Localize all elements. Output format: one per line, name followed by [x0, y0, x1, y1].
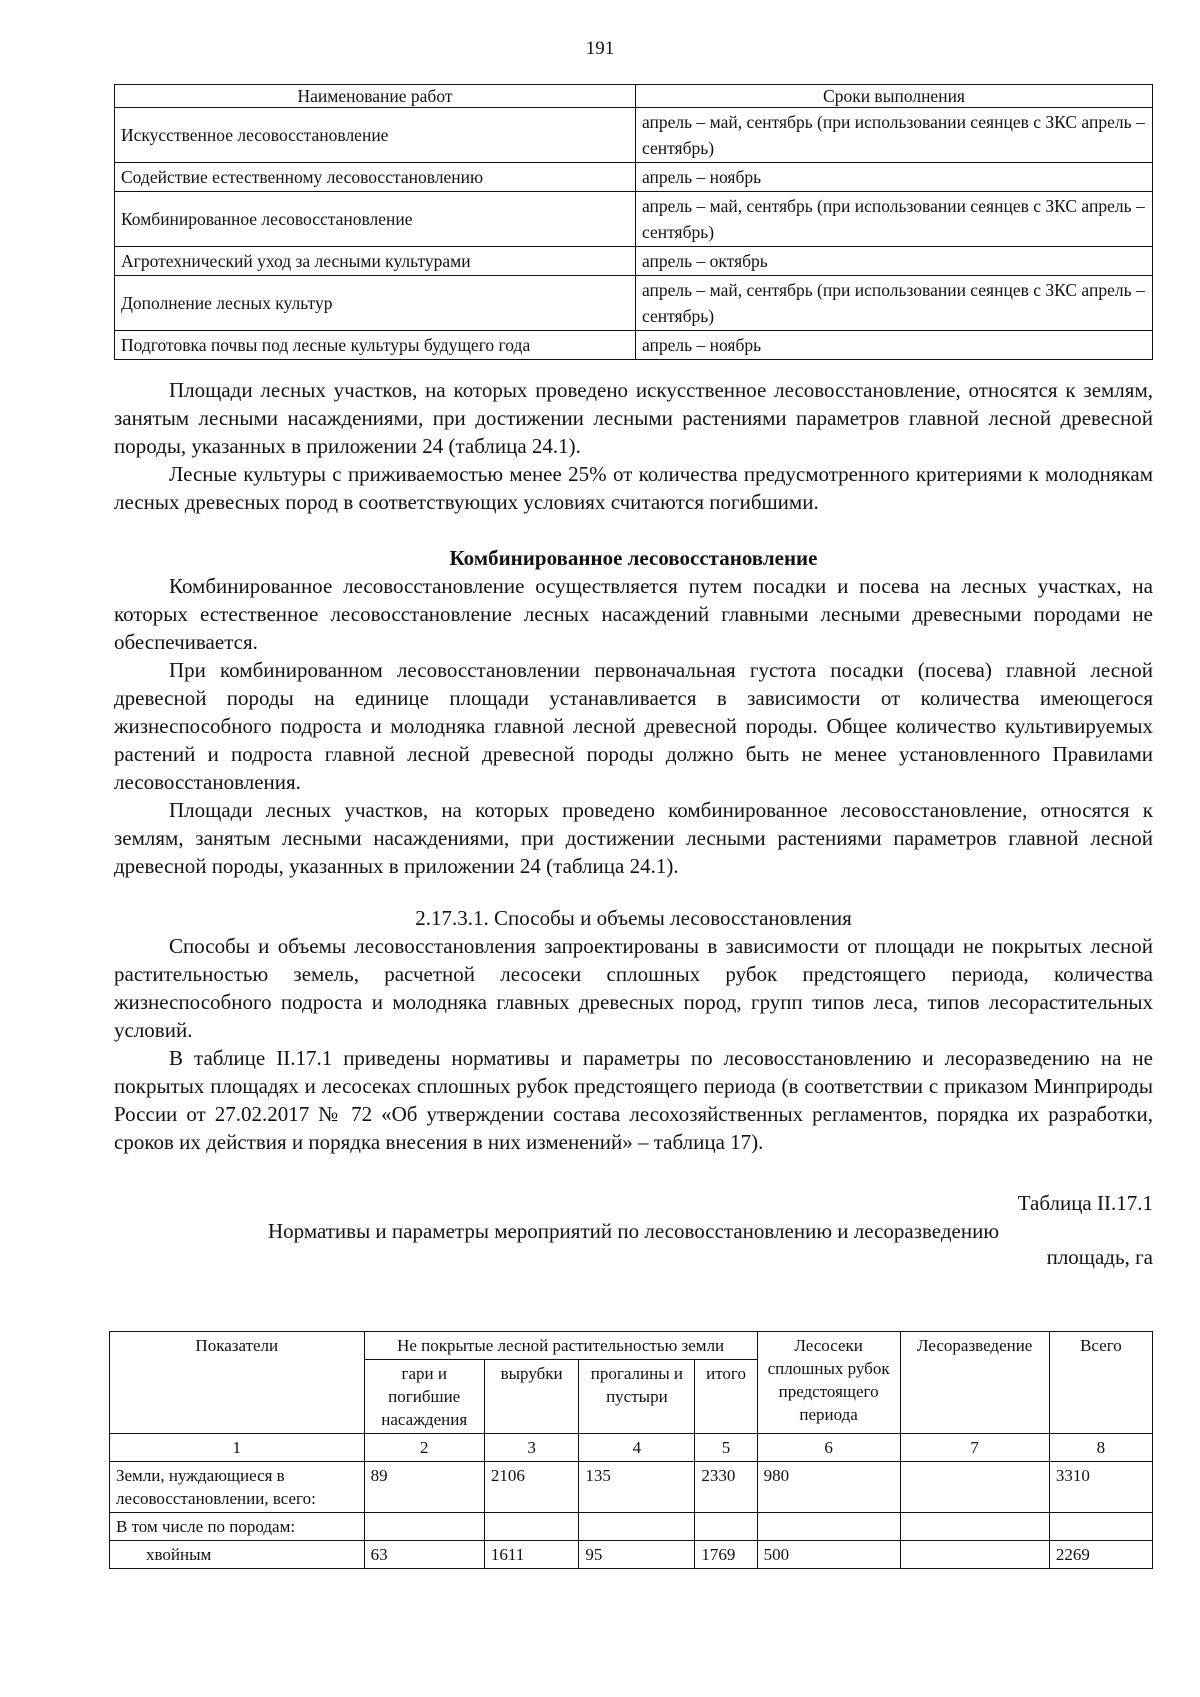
period-cell: апрель – май, сентябрь (при использовании сеянцев с ЗКС апрель – сентябрь)	[636, 276, 1153, 331]
row-label: Земли, нуждающиеся в лесовосстановлении, всего:	[110, 1462, 365, 1513]
cell-afforestation	[900, 1541, 1049, 1569]
table-row	[110, 1541, 1153, 1569]
paragraph: Комбинированное лесовосстановление осуществляется путем посадки и посева на лесных участках, на которых естественное лесовосстановление лесных насаждений главными лесными древесными породами не обеспечивается.	[114, 574, 1153, 654]
table-row	[115, 247, 1153, 276]
header-glades: прогалины и пустыри	[579, 1360, 695, 1434]
header-work-name: Наименование работ	[115, 85, 636, 108]
schedule-table-header	[115, 85, 1153, 108]
cell-total	[1049, 1513, 1152, 1541]
norms-header-row	[110, 1332, 1153, 1360]
cell-clearcuts: 2106	[484, 1462, 579, 1513]
period-cell: апрель – октябрь	[636, 247, 1153, 276]
header-cutting-areas: Лесосеки сплошных рубок предстоящего периода	[757, 1332, 900, 1434]
cell-subtotal: 2330	[695, 1462, 757, 1513]
work-name-cell: Дополнение лесных культур	[115, 276, 636, 331]
cell-afforestation	[900, 1513, 1049, 1541]
cell-clearcuts	[484, 1513, 579, 1541]
table-number: Таблица II.17.1	[1017, 1191, 1153, 1215]
period-cell: апрель – ноябрь	[636, 163, 1153, 192]
work-name-cell: Содействие естественному лесовосстановлению	[115, 163, 636, 192]
row-label: В том числе по породам:	[110, 1513, 365, 1541]
paragraph: Лесные культуры с приживаемостью менее 25% от количества предусмотренного критериями к молоднякам лесных древесных пород в соответствующих условиях считаются погибшими.	[114, 462, 1153, 514]
header-period: Сроки выполнения	[636, 85, 1153, 108]
table-row	[115, 276, 1153, 331]
cell-cutting: 500	[757, 1541, 900, 1569]
cell-glades: 135	[579, 1462, 695, 1513]
column-number: 4	[579, 1434, 695, 1462]
table-row	[115, 108, 1153, 163]
header-afforestation: Лесоразведение	[900, 1332, 1049, 1434]
page-number: 191	[585, 38, 615, 59]
work-name-cell: Комбинированное лесовосстановление	[115, 192, 636, 247]
column-numbers-row	[110, 1434, 1153, 1462]
period-cell: апрель – ноябрь	[636, 331, 1153, 360]
table-row	[115, 331, 1153, 360]
work-name-cell: Агротехнический уход за лесными культурами	[115, 247, 636, 276]
cell-subtotal	[695, 1513, 757, 1541]
table-row	[110, 1513, 1153, 1541]
column-number: 3	[484, 1434, 579, 1462]
cell-cutting	[757, 1513, 900, 1541]
table-row	[110, 1462, 1153, 1513]
column-number: 5	[695, 1434, 757, 1462]
cell-clearcuts: 1611	[484, 1541, 579, 1569]
work-name-cell: Искусственное лесовосстановление	[115, 108, 636, 163]
period-cell: апрель – май, сентябрь (при использовании сеянцев с ЗКС апрель – сентябрь)	[636, 192, 1153, 247]
schedule-table-container	[114, 84, 1153, 360]
header-non-forested: Не покрытые лесной растительностью земли	[364, 1332, 757, 1360]
paragraph: В таблице II.17.1 приведены нормативы и параметры по лесовосстановлению и лесоразведению на не покрытых площадях и лесосеках сплошных рубок предстоящего периода (в соответствии с приказом Минприроды России от 27.02.2017 № 72 «Об утверждении состава лесохозяйственных регламентов, порядка их разработки, сроков их действия и порядка внесения в них изменений» – таблица 17).	[114, 1046, 1153, 1154]
cell-burned	[364, 1513, 484, 1541]
work-name-cell: Подготовка почвы под лесные культуры будущего года	[115, 331, 636, 360]
unit-label: площадь, га	[1046, 1245, 1153, 1269]
paragraph: Площади лесных участков, на которых проведено искусственное лесовосстановление, относятся к землям, занятым лесными насаждениями, при достижении лесными растениями параметров главной лесной древесной породы, указанных в приложении 24 (таблица 24.1).	[114, 378, 1153, 458]
header-burned: гари и погибшие насаждения	[364, 1360, 484, 1434]
cell-subtotal: 1769	[695, 1541, 757, 1569]
paragraph: Площади лесных участков, на которых проведено комбинированное лесовосстановление, относятся к землям, занятым лесными насаждениями, при достижении лесными растениями параметров главной лесной древесной породы, указанных в приложении 24 (таблица 24.1).	[114, 798, 1153, 878]
column-number: 6	[757, 1434, 900, 1462]
column-number: 1	[110, 1434, 365, 1462]
subsection-title: 2.17.3.1. Способы и объемы лесовосстановления	[415, 906, 852, 930]
cell-total: 2269	[1049, 1541, 1152, 1569]
cell-cutting: 980	[757, 1462, 900, 1513]
cell-glades	[579, 1513, 695, 1541]
cell-burned: 63	[364, 1541, 484, 1569]
body-text	[114, 376, 1153, 1269]
table-row	[115, 163, 1153, 192]
cell-total: 3310	[1049, 1462, 1152, 1513]
table-row	[115, 192, 1153, 247]
header-indicators: Показатели	[110, 1332, 365, 1434]
cell-glades: 95	[579, 1541, 695, 1569]
norms-table-container	[109, 1331, 1153, 1569]
column-number: 8	[1049, 1434, 1152, 1462]
column-number: 7	[900, 1434, 1049, 1462]
paragraph: Способы и объемы лесовосстановления запроектированы в зависимости от площади не покрытых лесной растительностью земель, расчетной лесосеки сплошных рубок предстоящего периода, количества жизнеспособного подроста и молодняка главных древесных пород, групп типов леса, типов лесорастительных условий.	[114, 934, 1153, 1042]
table-caption: Нормативы и параметры мероприятий по лесовосстановлению и лесоразведению	[267, 1219, 1000, 1243]
paragraph: При комбинированном лесовосстановлении первоначальная густота посадки (посева) главной лесной древесной породы на единице площади устанавливается в зависимости от количества имеющегося жизнеспособного подроста и молодняка главной лесной древесной породы. Общее количество культивируемых растений и подроста главной лесной древесной породы должно быть не менее установленного Правилами лесовосстановления.	[114, 658, 1153, 794]
cell-burned: 89	[364, 1462, 484, 1513]
header-total: Всего	[1049, 1332, 1152, 1434]
row-label: хвойным	[110, 1541, 365, 1569]
schedule-table	[114, 84, 1153, 360]
norms-table	[109, 1331, 1153, 1569]
column-number: 2	[364, 1434, 484, 1462]
header-subtotal: итого	[695, 1360, 757, 1434]
cell-afforestation	[900, 1462, 1049, 1513]
period-cell: апрель – май, сентябрь (при использовании сеянцев с ЗКС апрель – сентябрь)	[636, 108, 1153, 163]
header-clearcuts: вырубки	[484, 1360, 579, 1434]
section-title: Комбинированное лесовосстановление	[449, 546, 818, 570]
